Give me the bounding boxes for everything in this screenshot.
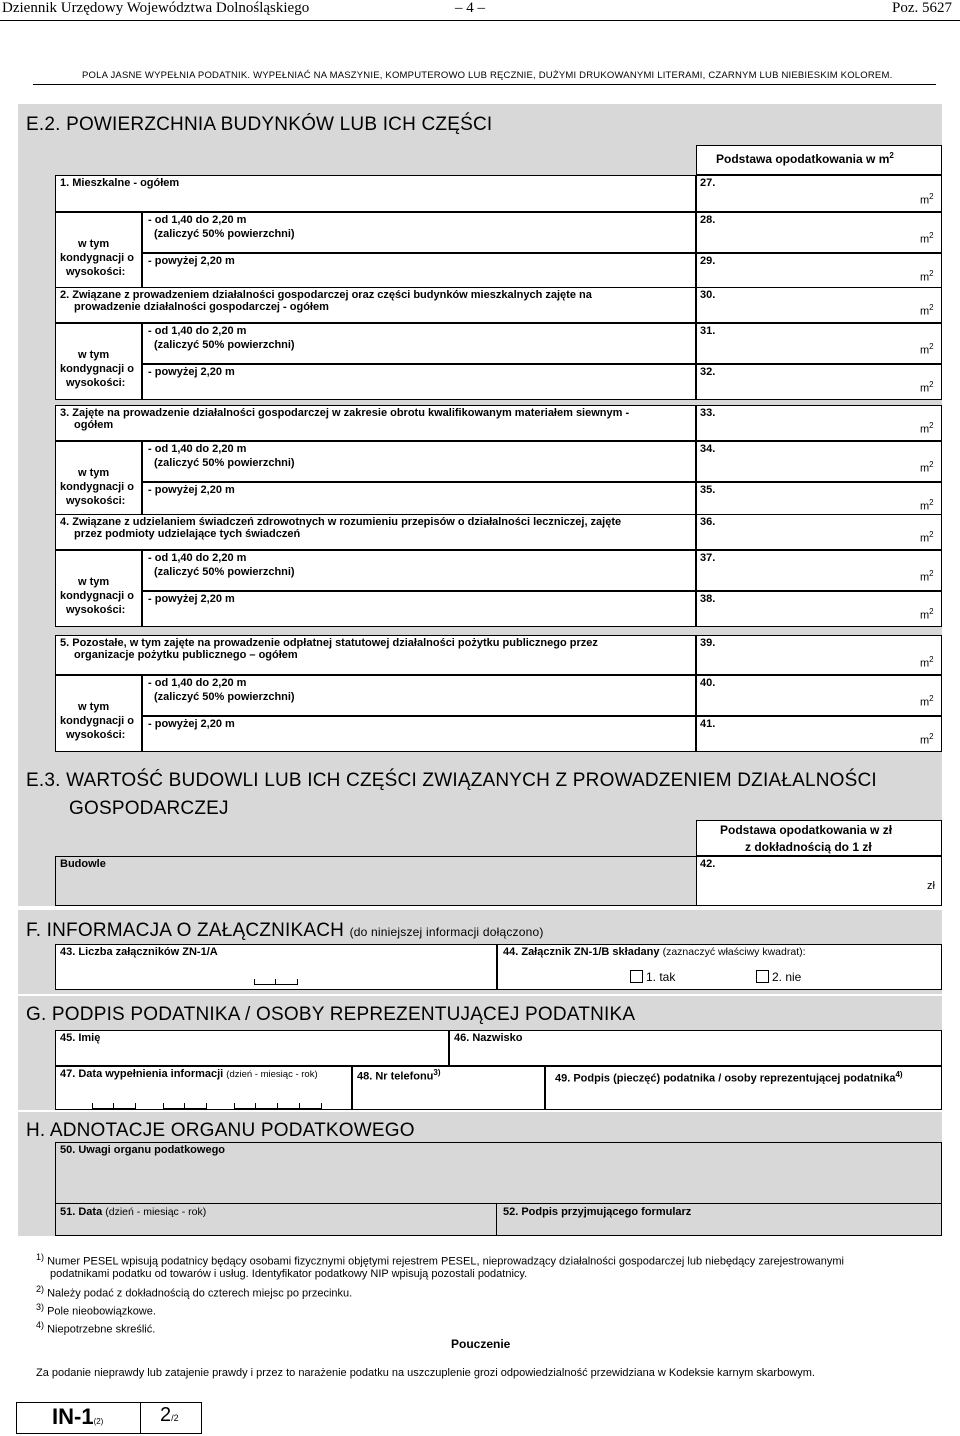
section-h-title: H. ADNOTACJE ORGANU PODATKOWEGO [26,1120,415,1141]
section-g-title: G. PODPIS PODATNIKA / OSOBY REPREZENTUJĄCEJ PODATNIKA [26,1004,636,1025]
field-number: 36. [700,516,716,528]
unit-label: $m^2$ [920,380,934,395]
field-29[interactable] [696,253,942,289]
group-2-title-cont: prowadzenie działalności gospodarczej - ogółem [74,301,329,313]
unit-label: $m^2$ [920,498,934,513]
wtym-label: w tym [78,701,110,713]
field-number: 39. [700,637,716,649]
journal-title: Dziennik Urzędowy Województwa Dolnośląskiego [2,0,310,16]
option-no[interactable]: 2. nie [756,970,801,984]
field-42-unit: zł [927,880,935,892]
wtym-label: w tym [78,576,110,588]
field-number: 37. [700,552,716,564]
field-number: 30. [700,289,716,301]
field-number: 40. [700,677,716,689]
e3-row-label: Budowle [60,858,106,870]
unit-label: $m^2$ [920,694,934,709]
group-1-title: 1. Mieszkalne - ogółem [60,177,180,189]
wtym-label: wysokości: [66,495,126,507]
field-40[interactable] [696,675,942,716]
field-31[interactable] [696,323,942,364]
field-30[interactable] [696,287,942,323]
unit-label: $m^2$ [920,460,934,475]
field-number: 41. [700,718,716,730]
form-code: IN-1(2) [52,1404,104,1429]
unit-label: $m^2$ [920,421,934,436]
footnote [36,1320,155,1336]
field-number: 33. [700,407,716,419]
wtym-label: kondygnacji o [60,715,134,727]
section-e3-title-1: E.3. WARTOŚĆ BUDOWLI LUB ICH CZĘŚCI ZWIĄZANYCH Z PROWADZENIEM DZIAŁALNOŚCI [26,770,877,791]
unit-label: $m^2$ [920,303,934,318]
wtym-label: wysokości: [66,377,126,389]
base-header: Podstawa opodatkowania w $m^2$ [716,151,894,166]
group-5-title-cont: organizacje pożytku publicznego – ogółem [74,649,298,661]
e3-base-1: Podstawa opodatkowania w zł [720,823,893,837]
field-number: 34. [700,443,716,455]
e3-base-2: z dokładnością do 1 zł [745,840,872,854]
group-5-title: 5. Pozostałe, w tym zajęte na prowadzenie odpłatnej statutowej działalności pożytku publicznego przez [60,637,598,649]
unit-label: $m^2$ [920,569,934,584]
footnote [36,1252,844,1268]
group-3-title: 3. Zajęte na prowadzenie działalności gospodarczej w zakresie obrotu kwalifikowanym materiałem siewnym - [60,407,630,419]
pouczenie-text: Za podanie nieprawdy lub zatajenie prawdy i przez to narażenie podatku na uszczuplenie grozi odpowiedzialność przewidziana w Kodeksie karnym skarbowym. [36,1367,815,1379]
footnote-text: Pole nieobowiązkowe. [47,1305,156,1318]
sub1-label: - od 1,40 do 2,20 m [148,552,247,564]
field-38[interactable] [696,591,942,627]
page-number: – 4 – [455,0,485,16]
checkbox-no-icon[interactable] [756,970,769,983]
field-number: 28. [700,214,716,226]
field-44-label: 44. Załącznik ZN-1/B składany (zaznaczyć właściwy kwadrat): [503,946,806,958]
pouczenie-title: Pouczenie [451,1337,511,1351]
group-3-title-cont: ogółem [74,419,114,431]
field-number: 31. [700,325,716,337]
field-33[interactable] [696,405,942,441]
checkbox-yes-icon[interactable] [630,970,643,983]
sub2-label: - powyżej 2,20 m [148,593,235,605]
unit-label: $m^2$ [920,342,934,357]
field-42[interactable] [696,856,942,906]
field-36[interactable] [696,514,942,550]
wtym-label: wysokości: [66,266,126,278]
field-number: 32. [700,366,716,378]
field-43-label: 43. Liczba załączników ZN-1/A [60,946,218,958]
unit-label: $m^2$ [920,192,934,207]
wtym-label: wysokości: [66,604,126,616]
unit-label: $m^2$ [920,655,934,670]
field-45[interactable] [55,1030,449,1066]
wtym-label: w tym [78,467,110,479]
e3-row-label-cell [55,856,696,906]
form-id-divider [140,1402,141,1434]
sub2-label: - powyżej 2,20 m [148,255,235,267]
footnote-mark: 2) [36,1284,45,1294]
field-50-label: 50. Uwagi organu podatkowego [60,1144,226,1156]
sub1-label: - od 1,40 do 2,20 m [148,443,247,455]
footnote-text: Numer PESEL wpisują podatnicy będący osobami fizycznymi objętymi rejestrem PESEL, nieprowadzący działalności gospodarczej lub niebędący zarejestrowanymi [47,1255,844,1268]
field-number: 35. [700,484,716,496]
field-32[interactable] [696,364,942,400]
header-rule [0,20,960,21]
footnote [36,1302,156,1318]
field-46-label: 46. Nazwisko [454,1032,523,1044]
field-number: 29. [700,255,716,267]
footnote-text-cont: podatnikami podatku od towarów i usług. Identyfikator podatkowy NIP wpisują pozostali podatnicy. [50,1268,528,1280]
section-e3-title-2: GOSPODARCZEJ [69,798,229,819]
footnote-text: Niepotrzebne skreślić. [47,1323,156,1336]
footnote-mark: 3) [36,1302,45,1312]
sub2-label: - powyżej 2,20 m [148,484,235,496]
unit-label: $m^2$ [920,231,934,246]
wtym-label: w tym [78,349,110,361]
sub1-note: (zaliczyć 50% powierzchni) [154,339,295,351]
unit-label: $m^2$ [920,530,934,545]
unit-label: $m^2$ [920,732,934,747]
wtym-label: wysokości: [66,729,126,741]
field-46[interactable] [449,1030,942,1066]
field-number: 27. [700,177,716,189]
position-number: Poz. 5627 [892,0,952,16]
wtym-label: kondygnacji o [60,590,134,602]
field-42-number: 42. [700,858,716,870]
field-37[interactable] [696,550,942,591]
sub2-label: - powyżej 2,20 m [148,718,235,730]
form-page: 2/2 [160,1404,179,1426]
sub1-note: (zaliczyć 50% powierzchni) [154,228,295,240]
field-43-ticks [254,972,298,990]
field-51-label: 51. Data (dzień - miesiąc - rok) [60,1206,207,1218]
section-f-title: F. INFORMACJA O ZAŁĄCZNIKACH (do niniejszej informacji dołączono) [26,920,544,941]
field-number: 38. [700,593,716,605]
group-4-title-cont: przez podmioty udzielające tych świadczeń [74,528,301,540]
field-35[interactable] [696,482,942,518]
group-4-title: 4. Związane z udzielaniem świadczeń zdrowotnych w rozumieniu przepisów o działalności leczniczej, zajęte [60,516,622,528]
sub1-note: (zaliczyć 50% powierzchni) [154,691,295,703]
footnote-mark: 1) [36,1252,45,1262]
unit-label: $m^2$ [920,607,934,622]
field-27[interactable] [696,175,942,212]
sub1-label: - od 1,40 do 2,20 m [148,325,247,337]
wtym-label: kondygnacji o [60,481,134,493]
unit-label: $m^2$ [920,269,934,284]
sub1-label: - od 1,40 do 2,20 m [148,214,247,226]
field-52-label: 52. Podpis przyjmującego formularz [503,1206,692,1218]
field-48-label: 48. Nr telefonu$^{3)}$ [357,1068,441,1083]
field-34[interactable] [696,441,942,482]
footnote-text: Należy podać z dokładnością do czterech miejsc po przecinku. [47,1287,353,1300]
option-yes[interactable]: 1. tak [630,970,675,984]
field-47-label: 47. Data wypełnienia informacji (dzień - miesiąc - rok) [60,1068,318,1080]
form-instruction: POLA JASNE WYPEŁNIA PODATNIK. WYPEŁNIAĆ NA MASZYNIE, KOMPUTEROWO LUB RĘCZNIE, DUŻYMI DRUKOWANYMI LITERAMI, CZARNYM LUB NIEBIESKIM KOLOREM. [82,70,893,81]
field-41[interactable] [696,716,942,752]
field-39[interactable] [696,635,942,675]
wtym-label: kondygnacji o [60,363,134,375]
footnote-mark: 4) [36,1320,45,1330]
wtym-label: w tym [78,238,110,250]
sub1-note: (zaliczyć 50% powierzchni) [154,457,295,469]
field-49-label: 49. Podpis (pieczęć) podatnika / osoby reprezentującej podatnika$^{4)}$ [555,1070,903,1085]
sub1-label: - od 1,40 do 2,20 m [148,677,247,689]
sub2-label: - powyżej 2,20 m [148,366,235,378]
section-e2-title: E.2. POWIERZCHNIA BUDYNKÓW LUB ICH CZĘŚCI [26,114,493,135]
group-2-title: 2. Związane z prowadzeniem działalności gospodarczej oraz części budynków mieszkalnych zajęte na [60,289,592,301]
field-28[interactable] [696,212,942,253]
footnote [36,1284,352,1300]
sub1-note: (zaliczyć 50% powierzchni) [154,566,295,578]
instruction-rule [33,84,936,85]
field-45-label: 45. Imię [60,1032,101,1044]
wtym-label: kondygnacji o [60,252,134,264]
